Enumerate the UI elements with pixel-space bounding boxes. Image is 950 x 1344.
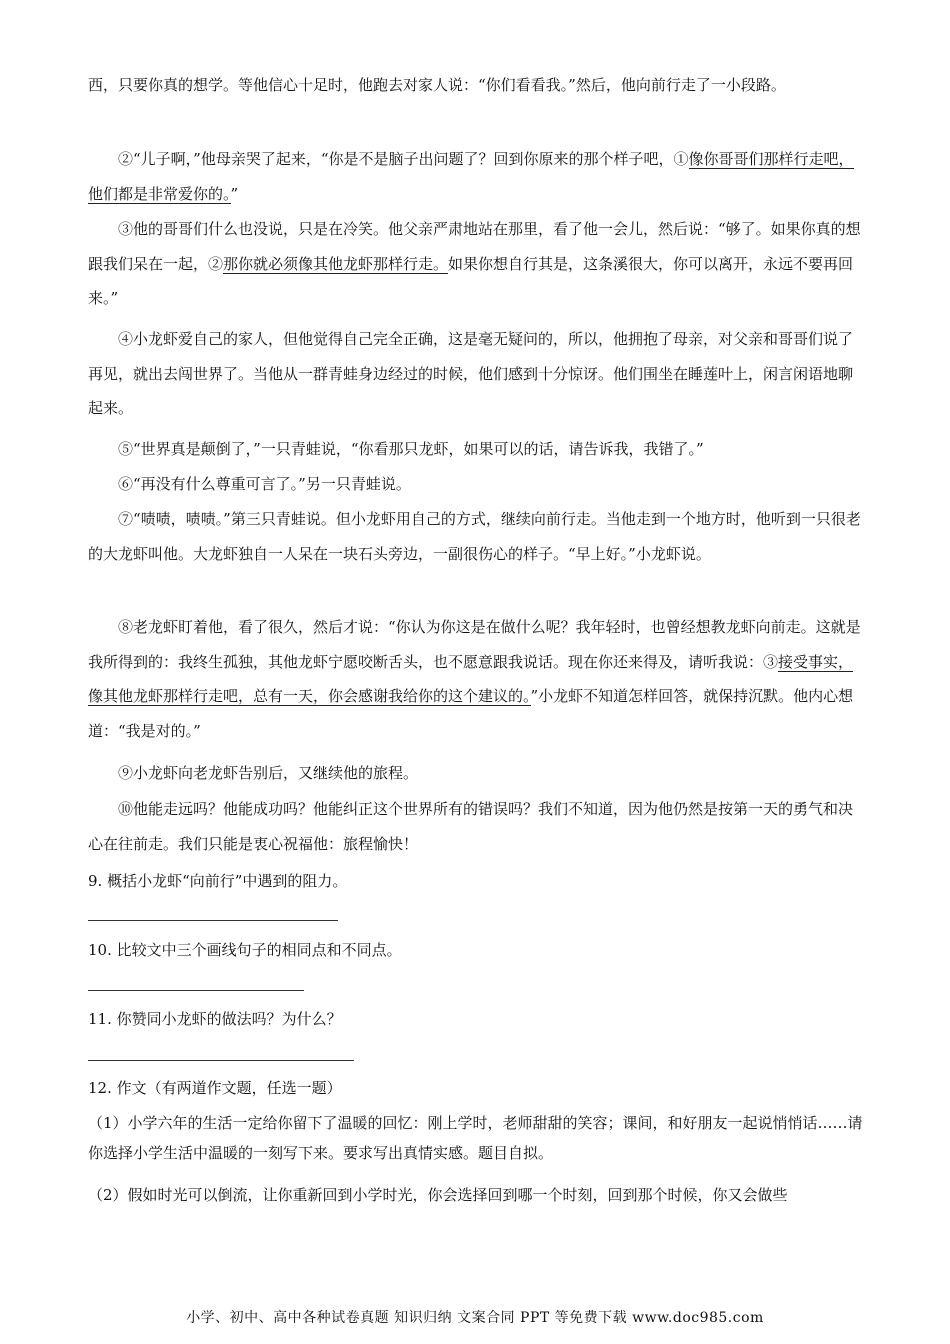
underlined-sentence-2: 那你就必须像其他龙虾那样行走。 [223,254,449,273]
paragraph-4: ④小龙虾爱自己的家人，但他觉得自己完全正确，这是毫无疑问的，所以，他拥抱了母亲，对父亲和哥哥们说了再见，就出去闯世界了。当他从一群青蛙身边经过的时候，他们感到十分惊讶。他们围坐在睡莲叶上，闲言闲语地聊起来。 [88,330,854,417]
paragraph-9: ⑨小龙虾向老龙虾告别后，又继续他的旅程。 [118,764,419,782]
paragraph-8-text: ⑧老龙虾盯着他，看了很久，然后才说：“你认为你这是在做什么呢？我年轻时，也曾经想教龙虾向前走。这就是我所得到的：我终生孤独，其他龙虾宁愿咬断舌头，也不愿意跟我说话。现在你还来得及，请听我说：③ [88,618,861,671]
paragraph-6: ⑥“再没有什么尊重可言了。”另一只青蛙说。 [118,475,411,493]
paragraph-8-end: ”小龙虾不知道怎样回答，就保持沉默。他内心想道：“我是对的。” [88,687,854,740]
answer-line-11[interactable] [88,1060,354,1061]
paragraph-3 [88,212,864,316]
paragraph-intro: 西，只要你真的想学。等他信心十足时，他跑去对家人说：“你们看看我。”然后，他向前行走了一小段路。 [88,76,786,94]
question-9: 9. 概括小龙虾“向前行”中遇到的阻力。 [88,872,348,890]
underlined-sentence-1: 像你哥哥们那样行走吧，他们都是非常爱你的。 [88,150,854,203]
page-footer: 小学、初中、高中各种试卷真题 知识归纳 文案合同 PPT 等免费下载 www.doc985.com [186,1310,764,1326]
answer-line-9[interactable] [88,920,338,921]
paragraph-7: ⑦“啧啧，啧啧。”第三只青蛙说。但小龙虾用自己的方式，继续向前行走。当他走到一个地方时，他听到一只很老的大龙虾叫他。大龙虾独自一人呆在一块石头旁边，一副很伤心的样子。“早上好。”小龙虾说。 [88,510,861,563]
paragraph-10: ⑩他能走远吗？他能成功吗？他能纠正这个世界所有的错误吗？我们不知道，因为他仍然是按第一天的勇气和决心在往前走。我们只能是衷心祝福他：旅程愉快！ [88,800,854,853]
paragraph-2-end: ” [230,184,239,203]
question-12: 12. 作文（有两道作文题，任选一题） [88,1079,342,1097]
paragraph-2 [88,142,864,211]
question-12-option-2: （2）假如时光可以倒流，让你重新回到小学时光，你会选择回到哪一个时刻，回到那个时候，你又会做些 [88,1186,788,1204]
paragraph-3-text: ③他的哥哥们什么也没说，只是在冷笑。他父亲严肃地站在那里，看了他一会儿，然后说：“够了。如果你真的想跟我们呆在一起，② [88,220,861,273]
underlined-sentence-3: 接受事实，像其他龙虾那样行走吧，总有一天，你会感谢我给你的这个建议的。 [88,652,854,705]
paragraph-8 [88,610,864,748]
answer-line-10[interactable] [88,990,304,991]
question-10: 10. 比较文中三个画线句子的相同点和不同点。 [88,941,402,959]
paragraph-3-end: 如果你想自行其是，这条溪很大，你可以离开，永远不要再回来。” [88,254,854,307]
question-12-option-1: （1）小学六年的生活一定给你留下了温暖的回忆：刚上学时，老师甜甜的笑容；课间，和好朋友一起说悄悄话……请你选择小学生活中温暖的一刻写下来。要求写出真情实感。题目自拟。 [88,1114,863,1162]
question-11: 11. 你赞同小龙虾的做法吗？为什么？ [88,1010,342,1028]
paragraph-5: ⑤“世界真是颠倒了，”一只青蛙说，“你看那只龙虾，如果可以的话，请告诉我，我错了。” [118,440,704,458]
paragraph-2-text: ②“儿子啊，”他母亲哭了起来，“你是不是脑子出问题了？回到你原来的那个样子吧，① [118,150,689,168]
